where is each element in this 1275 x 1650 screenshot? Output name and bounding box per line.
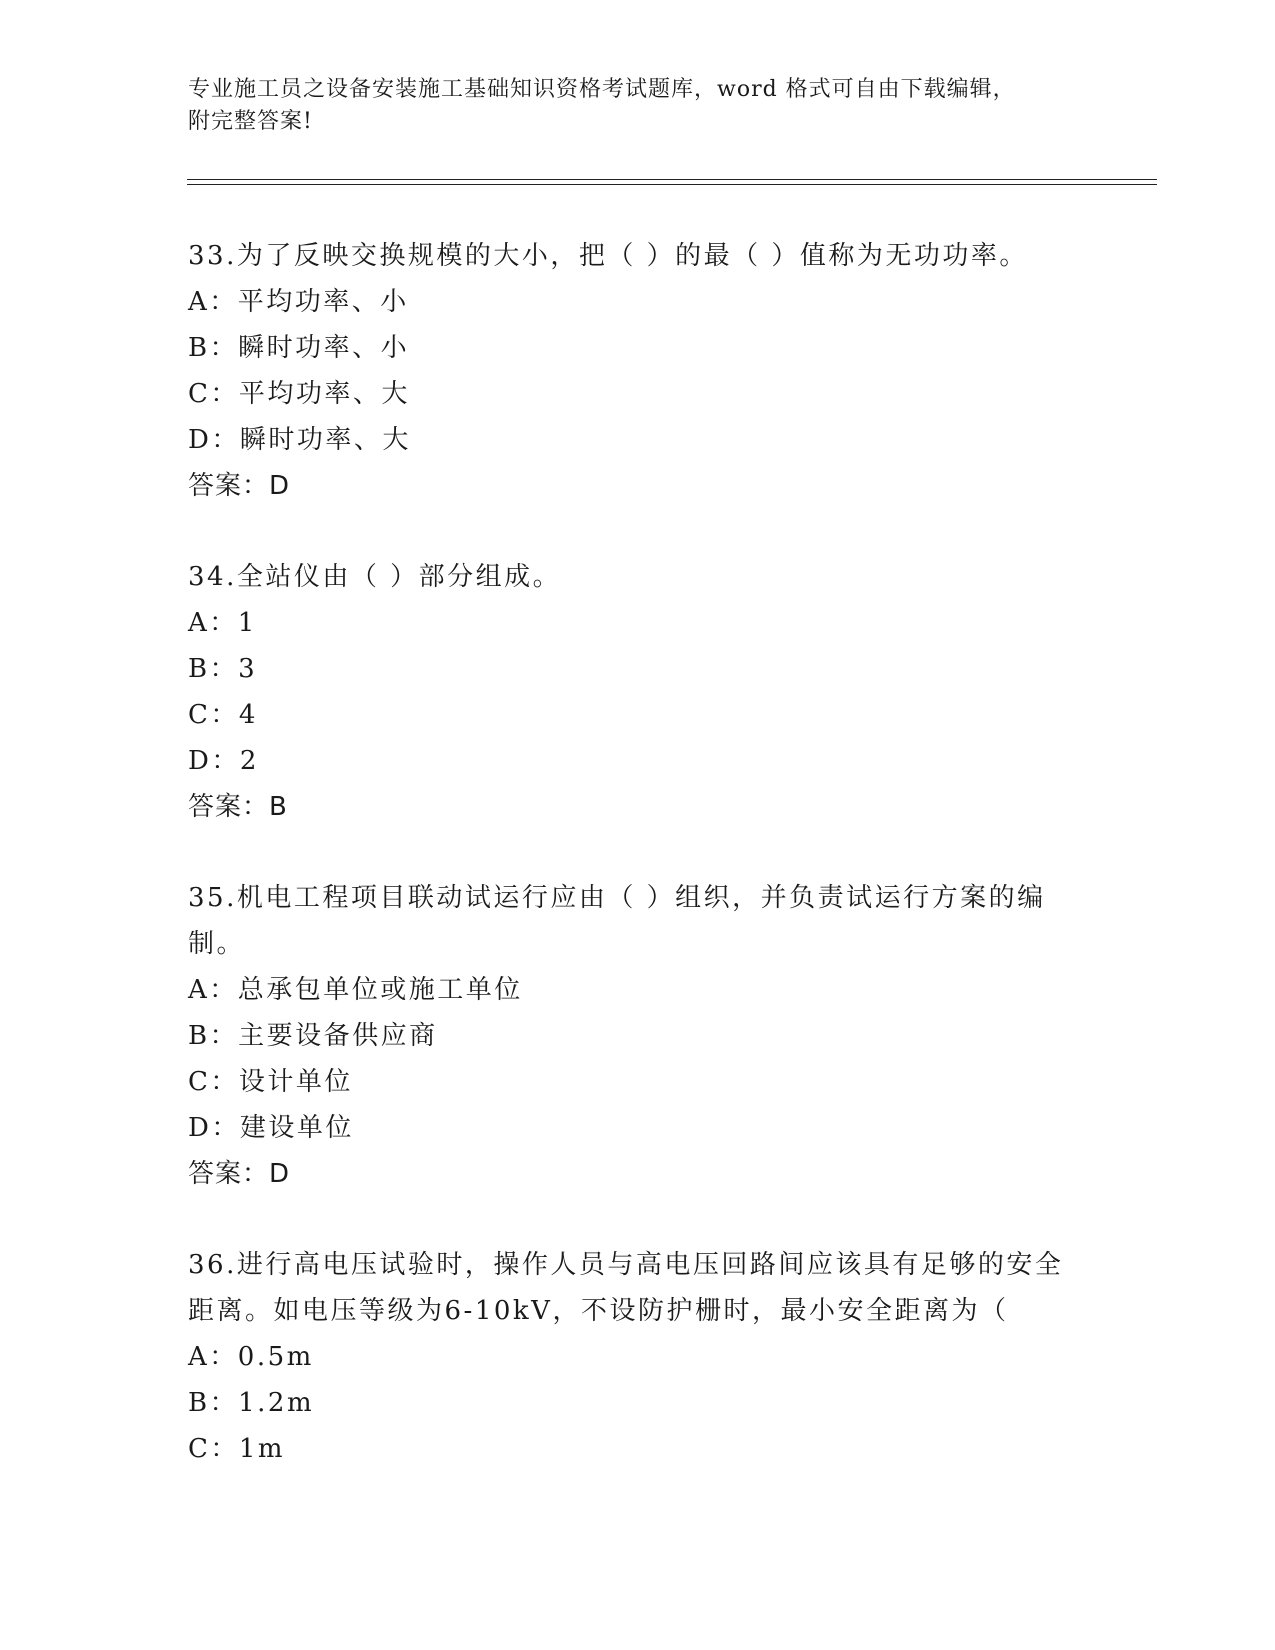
- option-a: A：总承包单位或施工单位: [188, 975, 523, 1005]
- question-text: 35.机电工程项目联动试运行应由（ ）组织，并负责试运行方案的编制。: [188, 883, 1046, 959]
- option-a: A：1: [188, 608, 257, 638]
- option-a: A：平均功率、小: [188, 287, 409, 317]
- question-34: [188, 554, 1088, 830]
- question-35: [188, 875, 1088, 1197]
- option-c: C：1m: [188, 1434, 286, 1464]
- header-line-1: 专业施工员之设备安装施工基础知识资格考试题库，word 格式可自由下载编辑，: [188, 77, 1016, 102]
- question-list: [188, 233, 1088, 1517]
- option-c: C：平均功率、大: [188, 379, 410, 409]
- answer-label: 答案：B: [188, 792, 288, 822]
- question-text: 33.为了反映交换规模的大小，把（ ）的最（ ）值称为无功功率。: [188, 241, 1028, 271]
- option-b: B：1.2m: [188, 1388, 315, 1418]
- header-divider-bottom: [187, 184, 1157, 185]
- option-b: B：瞬时功率、小: [188, 333, 410, 363]
- question-33: [188, 233, 1088, 509]
- option-d: D：瞬时功率、大: [188, 425, 411, 455]
- answer-label: 答案：D: [188, 1159, 291, 1189]
- header-divider-top: [187, 179, 1157, 180]
- option-b: B：主要设备供应商: [188, 1021, 438, 1051]
- question-text: 36.进行高电压试验时，操作人员与高电压回路间应该具有足够的安全距离。如电压等级为6-10kV，不设防护栅时，最小安全距离为（: [188, 1250, 1064, 1326]
- question-text: 34.全站仪由（ ）部分组成。: [188, 562, 562, 592]
- answer-label: 答案：D: [188, 471, 291, 501]
- document-header: [188, 74, 1088, 138]
- option-a: A：0.5m: [188, 1342, 314, 1372]
- option-d: D：2: [188, 746, 259, 776]
- option-c: C：设计单位: [188, 1067, 353, 1097]
- option-d: D：建设单位: [188, 1113, 354, 1143]
- option-c: C：4: [188, 700, 258, 730]
- header-line-2: 附完整答案!: [188, 109, 313, 134]
- option-b: B：3: [188, 654, 258, 684]
- question-36: [188, 1242, 1088, 1472]
